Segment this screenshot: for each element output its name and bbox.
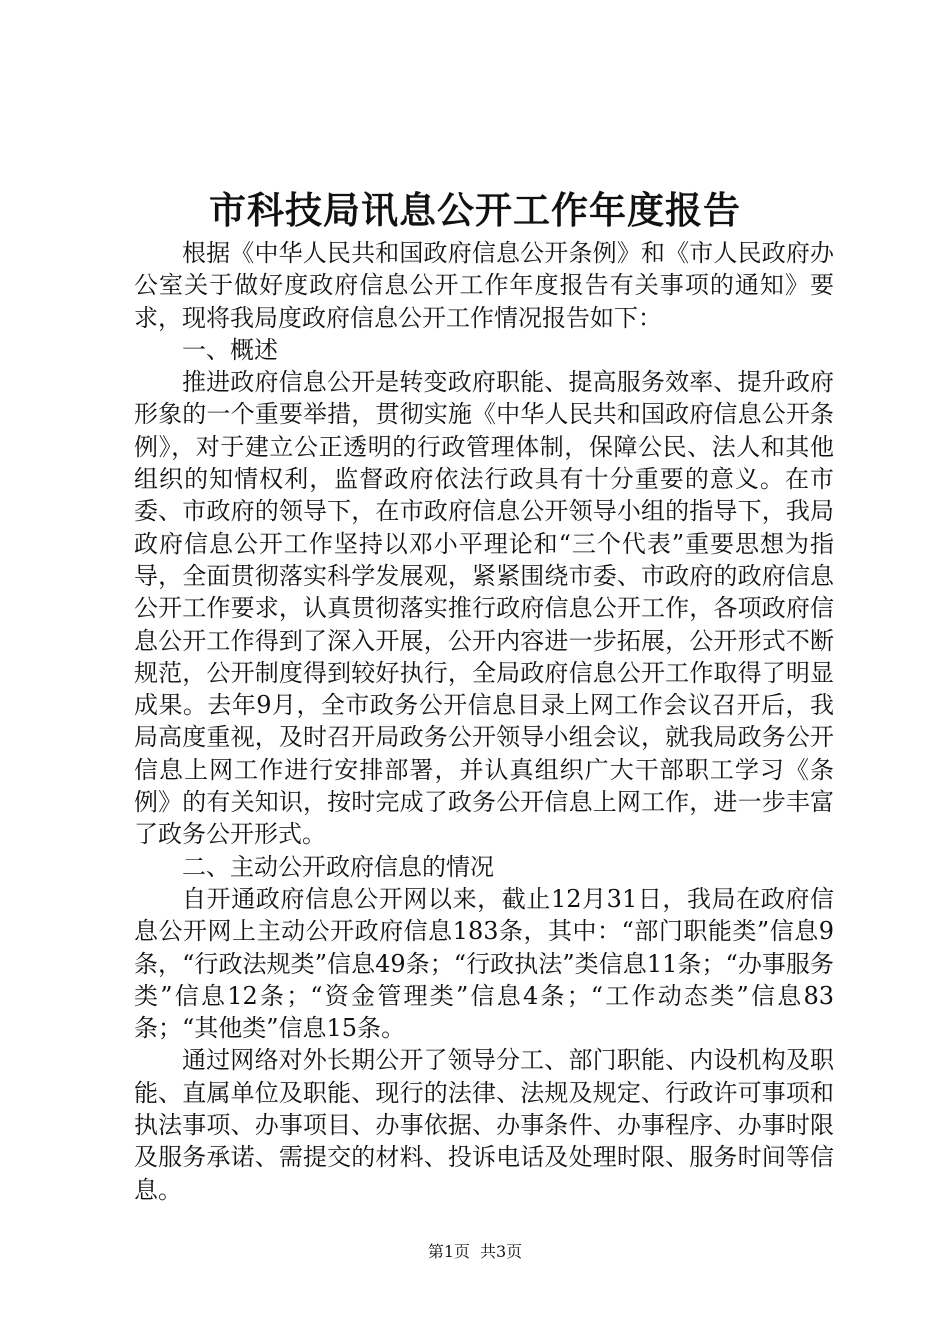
section-heading-active-disclosure: 二、主动公开政府信息的情况 xyxy=(182,852,494,881)
document-title: 市科技局讯息公开工作年度报告 xyxy=(209,188,741,232)
overview-paragraph: 推进政府信息公开是转变政府职能、提高服务效率、提升政府形象的一个重要举措，贯彻实施《中华人民共和国政府信息公开条例》，对于建立公正透明的行政管理体制，保障公民、法人和其他组织的知情权利，监督政府依法行政具有十分重要的意义。在市委、市政府的领导下，在市政府信息公开领导小组的指导下，我局政府信息公开工作坚持以邓小平理论和“三个代表”重要思想为指导，全面贯彻落实科学发展观，紧紧围绕市委、市政府的政府信息公开工作要求，认真贯彻落实推行政府信息公开工作，各项政府信息公开工作得到了深入开展，公开内容进一步拓展，公开形式不断规范，公开制度得到较好执行，全局政府信息公开工作取得了明显成果。去年9月，全市政务公开信息目录上网工作会议召开后，我局高度重视，及时召开局政务公开领导小组会议，就我局政务公开信息上网工作进行安排部署，并认真组织广大干部职工学习《条例》的有关知识，按时完成了政务公开信息上网工作，进一步丰富了政务公开形式。 xyxy=(134,368,834,849)
section-heading-overview: 一、概述 xyxy=(182,335,278,364)
page-number: 第1页 xyxy=(427,1242,470,1261)
document-body xyxy=(134,237,834,1206)
page-footer xyxy=(0,1242,950,1262)
active-disclosure-paragraph: 自开通政府信息公开网以来，截止12月31日，我局在政府信息公开网上主动公开政府信息183条，其中：“部门职能类”信息9条，“行政法规类”信息49条；“行政执法”类信息11条；“办事服务类”信息12条；“资金管理类”信息4条；“工作动态类”信息83条；“其他类”信息15条。 xyxy=(134,884,834,1043)
long-term-disclosure-paragraph: 通过网络对外长期公开了领导分工、部门职能、内设机构及职能、直属单位及职能、现行的法律、法规及规定、行政许可事项和执法事项、办事项目、办事依据、办事条件、办事程序、办事时限及服务承诺、需提交的材料、投诉电话及处理时限、服务时间等信息。 xyxy=(134,1046,834,1204)
intro-paragraph: 根据《中华人民共和国政府信息公开条例》和《市人民政府办公室关于做好度政府信息公开工作年度报告有关事项的通知》要求，现将我局度政府信息公开工作情况报告如下： xyxy=(134,239,834,332)
page-total: 共3页 xyxy=(480,1242,523,1261)
